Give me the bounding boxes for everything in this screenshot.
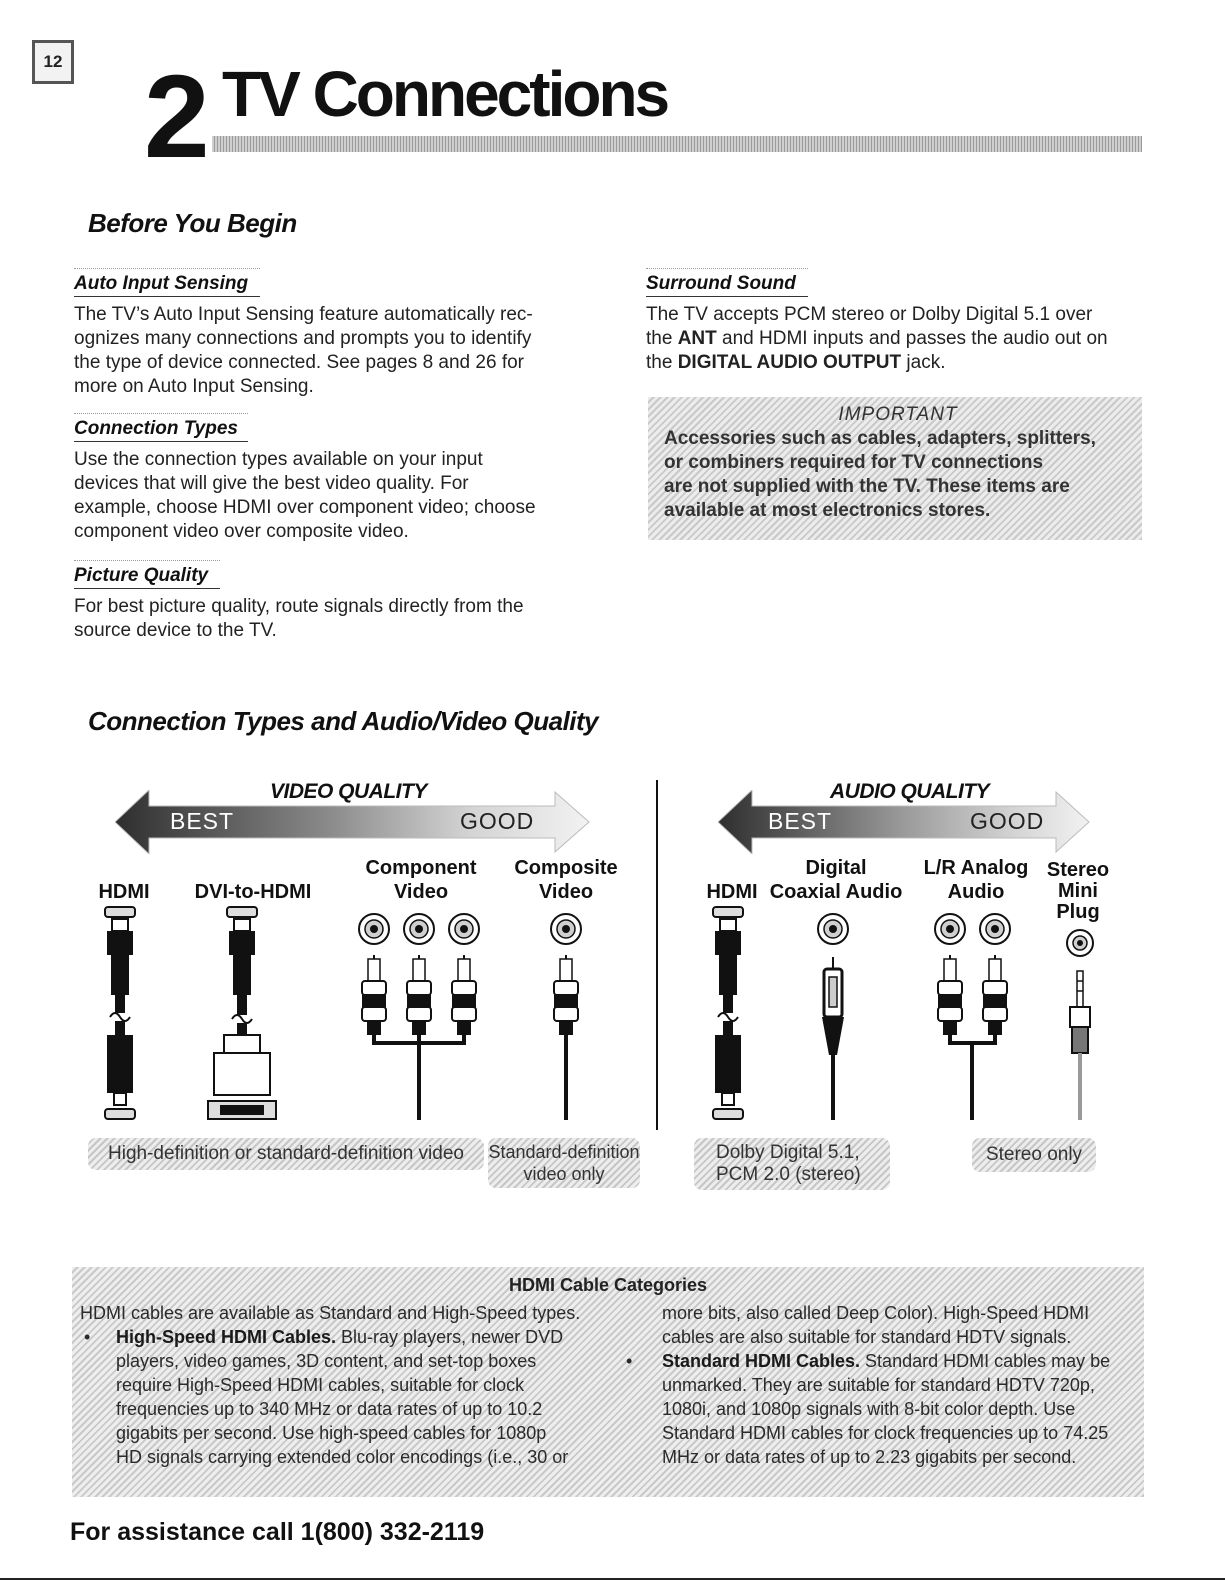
text-line: the DIGITAL AUDIO OUTPUT jack.	[646, 352, 946, 373]
high-speed-item: High-Speed HDMI Cables. Blu-ray players, newer DVD players, video games, 3D content, and set-top boxes require High-Speed HDMI cables, suitable for clock frequencies up to 340 MHz or data rates of up to 10.2 gigabits per second. Use high-speed cables for 1080p HD signals carrying extended color encodings (i.e., 30 or	[116, 1327, 569, 1467]
video-good-label: GOOD	[460, 808, 535, 834]
caption-hd-sd-video: High-definition or standard-definition video	[88, 1138, 484, 1170]
connection-types-section	[74, 413, 594, 544]
audio-quality-title: AUDIO QUALITY	[830, 780, 990, 803]
label-component-video: Component Video	[365, 857, 477, 903]
video-quality-title: VIDEO QUALITY	[270, 780, 427, 803]
auto-input-title: Auto Input Sensing	[74, 268, 260, 297]
standard-item: Standard HDMI Cables. Standard HDMI cables may be unmarked. They are suitable for standard HDTV 720p, 1080i, and 1080p signals with 8-bit color depth. Use Standard HDMI cables for clock frequencies up to 74.25 MHz or data rates of up to 2.23 gigabits per second.	[662, 1351, 1111, 1467]
text-line: Use the connection types available on your input	[74, 449, 483, 470]
text-line: devices that will give the best video quality. For	[74, 473, 469, 494]
text-line: The TV accepts PCM stereo or Dolby Digital 5.1 over	[646, 304, 1093, 325]
surround-sound-title: Surround Sound	[646, 268, 808, 297]
footer-rule	[0, 1578, 1225, 1580]
label-digital-coaxial: Digital Coaxial Audio	[769, 857, 903, 903]
label-dvi-to-hdmi: DVI-to-HDMI	[194, 881, 312, 903]
caption-sd-only: Standard-definition video only	[488, 1138, 640, 1188]
chapter-title: TV Connections	[222, 58, 668, 130]
text-line: source device to the TV.	[74, 620, 277, 641]
label-hdmi-video: HDMI	[98, 881, 150, 903]
title-rule	[212, 136, 1142, 152]
audio-good-label: GOOD	[970, 808, 1045, 834]
label-composite-video: Composite Video	[514, 857, 618, 903]
text-line: ognizes many connections and prompts you to identify	[74, 328, 532, 349]
text-line: The TV’s Auto Input Sensing feature automatically rec-	[74, 304, 533, 325]
caption-dolby: Dolby Digital 5.1, PCM 2.0 (stereo)	[694, 1138, 890, 1190]
ant-label: ANT	[677, 328, 717, 349]
bullet-icon: •	[84, 1327, 91, 1347]
text-line: available at most electronics stores.	[664, 500, 991, 521]
chapter-number: 2	[144, 51, 206, 183]
important-notice	[648, 397, 1142, 540]
hdmi-right-column: more bits, also called Deep Color). High-Speed HDMI cables are also suitable for standard HDTV signals. • Standard HDMI Cables. Standard HDMI cables may be unmarked. They are suitable for standard HDTV 720p, 1080i, and 1080p signals with 8-bit color depth. Use Standard HDMI cables for clock frequencies up to 74.25 MHz or data rates of up to 2.23 gigabits per second.	[662, 1301, 1140, 1469]
hdmi-cable-categories	[72, 1267, 1144, 1497]
picture-quality-title: Picture Quality	[74, 560, 220, 589]
label-hdmi-audio: HDMI	[706, 881, 758, 903]
caption-stereo-only: Stereo only	[972, 1138, 1096, 1172]
connection-types-body	[74, 448, 594, 544]
text-line: For best picture quality, route signals directly from the	[74, 596, 524, 617]
text-line: or combiners required for TV connections	[664, 452, 1044, 473]
hdmi-left-column	[80, 1301, 610, 1469]
assistance-footer: For assistance call 1(800) 332-2119	[70, 1518, 485, 1546]
connection-types-title: Connection Types	[74, 413, 248, 442]
auto-input-body	[74, 303, 594, 399]
before-heading: Before You Begin	[88, 208, 297, 238]
digital-audio-output-label: DIGITAL AUDIO OUTPUT	[677, 352, 902, 373]
surround-sound-section	[646, 268, 1146, 375]
picture-quality-section	[74, 560, 594, 643]
text-line: more on Auto Input Sensing.	[74, 376, 314, 397]
text-line: the type of device connected. See pages 8 and 26 for	[74, 352, 524, 373]
label-lr-analog: L/R Analog Audio	[923, 857, 1029, 903]
text-line: example, choose HDMI over component video; choose	[74, 497, 536, 518]
auto-input-section	[74, 268, 594, 399]
label-stereo-mini-plug: Stereo Mini Plug	[1046, 859, 1110, 923]
hdmi-intro: HDMI cables are available as Standard and High-Speed types.	[80, 1303, 581, 1323]
text-line: the ANT and HDMI inputs and passes the audio out on	[646, 328, 1108, 349]
surround-sound-body	[646, 303, 1146, 375]
page-number: 12	[32, 40, 74, 84]
picture-quality-body	[74, 595, 594, 643]
hdmi-box-title: HDMI Cable Categories	[508, 1275, 708, 1295]
bullet-icon: •	[626, 1351, 633, 1371]
important-title: IMPORTANT	[838, 404, 958, 425]
connector-illustrations	[90, 905, 1150, 1130]
text-line: Accessories such as cables, adapters, splitters,	[664, 428, 1096, 449]
quality-heading: Connection Types and Audio/Video Quality	[88, 706, 599, 736]
video-best-label: BEST	[170, 808, 235, 834]
text-line: are not supplied with the TV. These items are	[664, 476, 1070, 497]
audio-best-label: BEST	[768, 808, 833, 834]
text-line: component video over composite video.	[74, 521, 409, 542]
